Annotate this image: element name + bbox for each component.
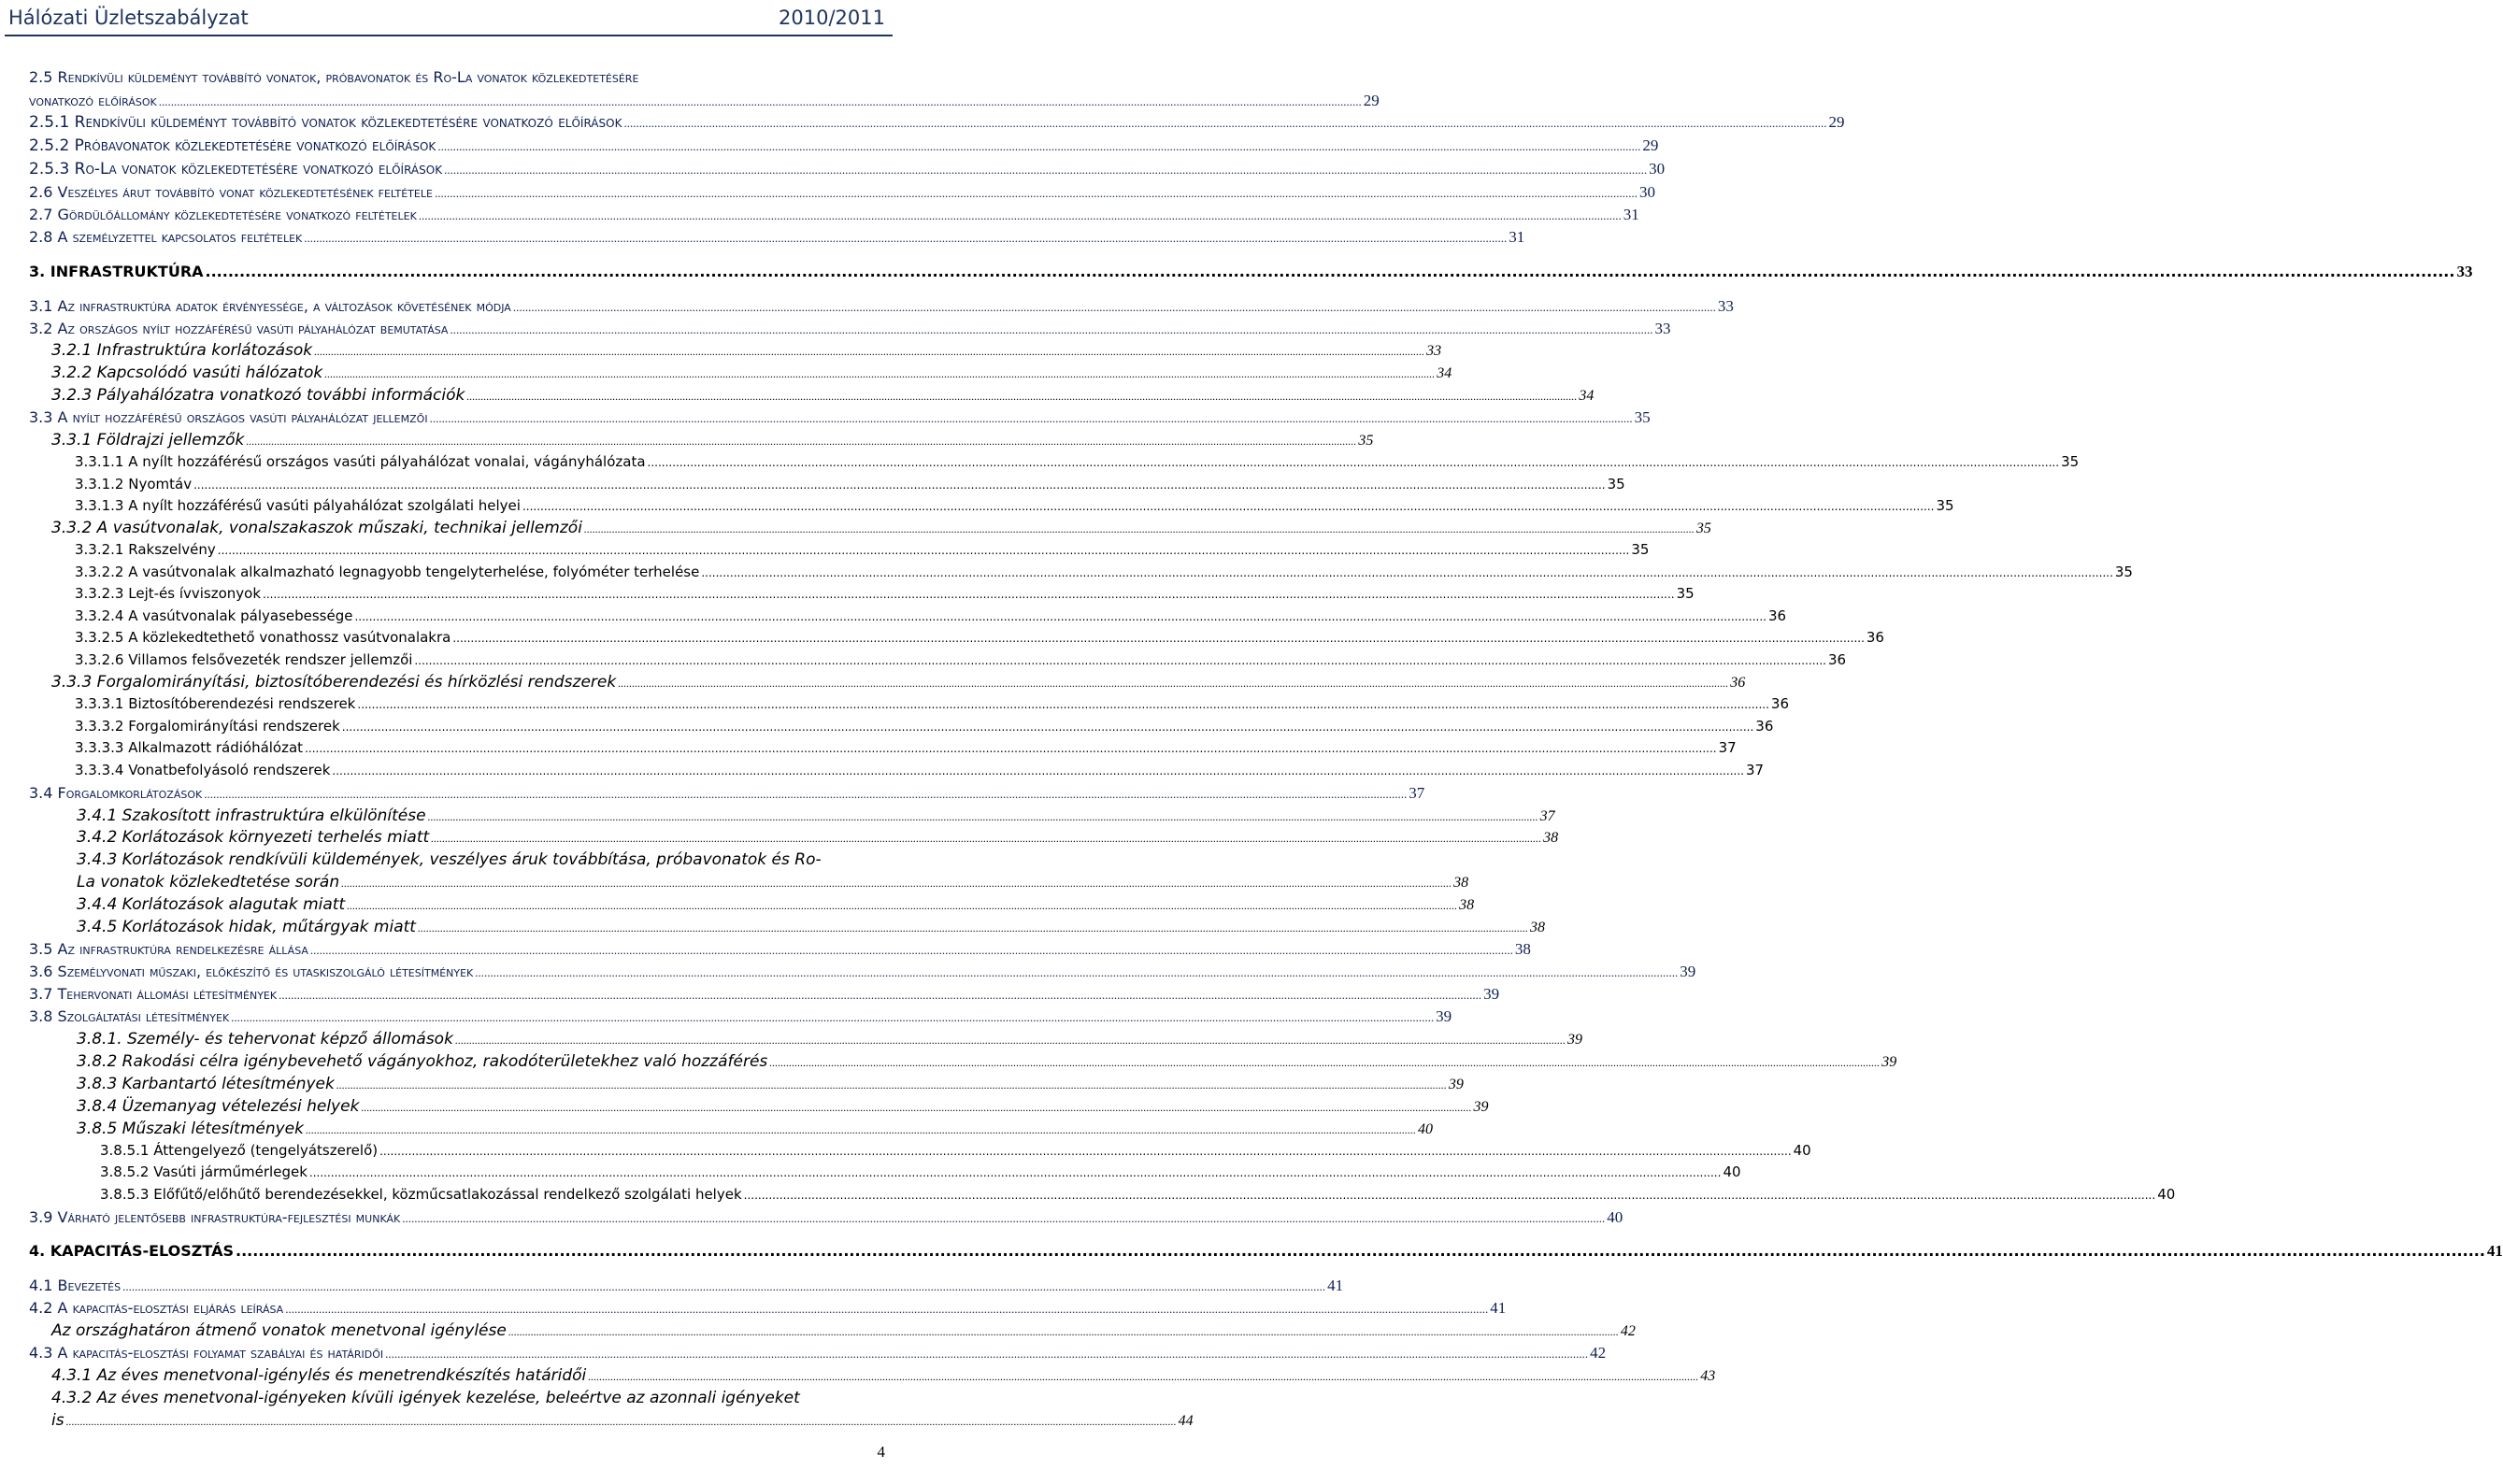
page-header [0,0,897,35]
toc-entry-3-8-3[interactable]: 3.8.3 Karbantartó létesítmények ..... 39 [77,1075,893,1093]
toc-entry-3-3-1[interactable]: 3.3.1 Földrajzi jellemzők ..... 35 [51,431,893,449]
toc-entry-3-3-3-3[interactable]: 3.3.3.3 Alkalmazott rádióhálózat ..... 37 [75,739,893,756]
toc-entry-3-6[interactable]: 3.6 Személyvonati műszaki, előkészítő és utaskiszolgáló létesítmények ..... 39 [29,963,893,981]
toc-entry-4-3-2-line2[interactable]: is ..... 44 [51,1411,893,1430]
toc-entry-4-3[interactable]: 4.3 A kapacitás-elosztási folyamat szabályai és határidői ..... 42 [29,1344,893,1363]
toc-entry-4-3-1[interactable]: 4.3.1 Az éves menetvonal-igénylés és menetrendkészítés határidői ..... 43 [51,1366,893,1385]
toc-entry-3-3-2-2[interactable]: 3.3.2.2 A vasútvonalak alkalmazható legnagyobb tengelyterhelése, folyóméter terhelése ..... 35 [75,564,893,580]
toc-entry-3-3-2-1[interactable]: 3.3.2.1 Rakszelvény ..... 35 [75,541,893,558]
toc-entry-3-3-1-3[interactable]: 3.3.1.3 A nyílt hozzáférésű vasúti pályahálózat szolgálati helyei ..... 35 [75,497,893,514]
toc-entry-3-3-3-4[interactable]: 3.3.3.4 Vonatbefolyásoló rendszerek ..... 37 [75,762,893,778]
toc-entry-3-3-2-5[interactable]: 3.3.2.5 A közlekedtethető vonathossz vasútvonalakra ..... 36 [75,629,893,646]
toc-entry-3-8-5-3[interactable]: 3.8.5.3 Előfűtő/előhűtő berendezésekkel, közműcsatlakozással rendelkező szolgálati helyek ..... 40 [100,1186,893,1203]
toc-entry-3-8-5-1[interactable]: 3.8.5.1 Áttengelyező (tengelyátszerelő) ..... 40 [100,1142,893,1159]
toc-entry-3-5[interactable]: 3.5 Az infrastruktúra rendelkezésre állása ..... 38 [29,940,893,959]
toc-entry-4-2[interactable]: 4.2 A kapacitás-elosztási eljárás leírása ..... 41 [29,1299,893,1318]
toc-entry-3-4-4[interactable]: 3.4.4 Korlátozások alagutak miatt ..... 38 [77,895,893,914]
toc-entry-3-2-2[interactable]: 3.2.2 Kapcsolódó vasúti hálózatok ..... 34 [51,364,893,382]
toc-entry-3-3-3-1[interactable]: 3.3.3.1 Biztosítóberendezési rendszerek ..... 36 [75,695,893,712]
toc-entry-2-6[interactable]: 2.6 Veszélyes árut továbbító vonat közlekedtetésének feltétele ..... 30 [29,183,893,202]
toc-entry-4-2-sub[interactable]: Az országhatáron átmenő vonatok menetvonal igénylése ..... 42 [51,1321,893,1340]
page-number: 4 [877,1443,885,1461]
toc-entry-3-7[interactable]: 3.7 Tehervonati állomási létesítmények ..... 39 [29,985,893,1004]
toc-entry-3-8-2[interactable]: 3.8.2 Rakodási célra igénybevehető vágányokhoz, rakodóterületekhez való hozzáférés ..... 39 [77,1052,893,1071]
toc-entry-4[interactable]: 4. KAPACITÁS-ELOSZTÁS ..... 41 [29,1242,893,1261]
toc-entry-3-3-2-3[interactable]: 3.3.2.3 Lejt-és ívviszonyok ..... 35 [75,585,893,602]
toc-entry-3-2[interactable]: 3.2 Az országos nyílt hozzáférésű vasúti pályahálózat bemutatása ..... 33 [29,320,893,338]
toc-entry-3-3-2[interactable]: 3.3.2 A vasútvonalak, vonalszakaszok műszaki, technikai jellemzői ..... 35 [51,519,893,537]
toc-entry-4-3-2-line1[interactable]: 4.3.2 Az éves menetvonal-igényeken kívüli igények kezelése, beleértve az azonnali igényeket [51,1389,800,1407]
toc-entry-3-8-1[interactable]: 3.8.1. Személy- és tehervonat képző állomások ..... 39 [77,1030,893,1049]
header-rule [5,35,893,36]
toc-entry-3-3-2-4[interactable]: 3.3.2.4 A vasútvonalak pályasebessége ..... 36 [75,607,893,624]
toc-entry-3-9[interactable]: 3.9 Várható jelentősebb infrastruktúra-fejlesztési munkák ..... 40 [29,1208,893,1227]
toc-entry-2-5-line2[interactable]: vonatkozó előírások ..... 29 [29,92,893,110]
toc-entry-3-3-3[interactable]: 3.3.3 Forgalomirányítási, biztosítóberendezési és hírközlési rendszerek ..... 36 [51,673,893,692]
document-title: Hálózati Üzletszabályzat [8,6,249,29]
toc-entry-3-4-2[interactable]: 3.4.2 Korlátozások környezeti terhelés miatt ..... 38 [77,828,893,847]
toc-entry-3-8[interactable]: 3.8 Szolgáltatási létesítmények ..... 39 [29,1007,893,1026]
toc-entry-3-4-1[interactable]: 3.4.1 Szakosított infrastruktúra elkülönítése ..... 37 [77,806,893,825]
toc-entry-3-1[interactable]: 3.1 Az infrastruktúra adatok érvényessége, a változások követésének módja ..... 33 [29,297,893,316]
toc-entry-3-3-3-2[interactable]: 3.3.3.2 Forgalomirányítási rendszerek ..... 36 [75,718,893,735]
toc-entry-3-4-3-line1[interactable]: 3.4.3 Korlátozások rendkívüli küldemények, veszélyes áruk továbbítása, próbavonatok és Ro- [77,850,822,869]
toc-entry-4-1[interactable]: 4.1 Bevezetés ..... 41 [29,1277,893,1295]
toc-entry-3-8-4[interactable]: 3.8.4 Üzemanyag vételezési helyek ..... 39 [77,1097,893,1116]
toc-entry-3-4[interactable]: 3.4 Forgalomkorlátozások ..... 37 [29,784,893,803]
toc-entry-2-5-line1[interactable]: 2.5 Rendkívüli küldeményt továbbító vonatok, próbavonatok és Ro-La vonatok közlekedtetésére [29,68,639,86]
toc-entry-3-3-1-2[interactable]: 3.3.1.2 Nyomtáv ..... 35 [75,476,893,492]
toc-entry-3-3-2-6[interactable]: 3.3.2.6 Villamos felsővezeték rendszer jellemzői ..... 36 [75,651,893,668]
toc-entry-2-7[interactable]: 2.7 Gördülőállomány közlekedtetésére vonatkozó feltételek ..... 31 [29,206,893,224]
toc-entry-3-3-1-1[interactable]: 3.3.1.1 A nyílt hozzáférésű országos vasúti pályahálózat vonalai, vágányhálózata ..... 35 [75,453,893,470]
toc-entry-2-8[interactable]: 2.8 A személyzettel kapcsolatos feltételek ..... 31 [29,228,893,247]
toc-entry-3-8-5-2[interactable]: 3.8.5.2 Vasúti járműmérlegek ..... 40 [100,1163,893,1180]
toc-entry-2-5-3[interactable]: 2.5.3 Ro-La vonatok közlekedtetésére vonatkozó előírások ..... 30 [29,160,893,178]
toc-entry-3-2-3[interactable]: 3.2.3 Pályahálózatra vonatkozó további információk ..... 34 [51,386,893,405]
toc-entry-3[interactable]: 3. INFRASTRUKTÚRA ..... 33 [29,263,893,281]
toc-entry-3-4-3-line2[interactable]: La vonatok közlekedtetése során ..... 38 [77,873,893,892]
toc-entry-3-4-5[interactable]: 3.4.5 Korlátozások hidak, műtárgyak miatt ..... 38 [77,918,893,936]
document-year: 2010/2011 [779,6,885,29]
toc-entry-3-8-5[interactable]: 3.8.5 Műszaki létesítmények ..... 40 [77,1120,893,1138]
toc-entry-3-3[interactable]: 3.3 A nyílt hozzáférésű országos vasúti pályahálózat jellemzői ..... 35 [29,408,893,427]
toc-entry-2-5-2[interactable]: 2.5.2 Próbavonatok közlekedtetésére vonatkozó előírások ..... 29 [29,136,893,155]
toc-entry-3-2-1[interactable]: 3.2.1 Infrastruktúra korlátozások ..... 33 [51,341,893,360]
toc-entry-2-5-1[interactable]: 2.5.1 Rendkívüli küldeményt továbbító vonatok közlekedtetésére vonatkozó előírások ..... 29 [29,113,893,132]
